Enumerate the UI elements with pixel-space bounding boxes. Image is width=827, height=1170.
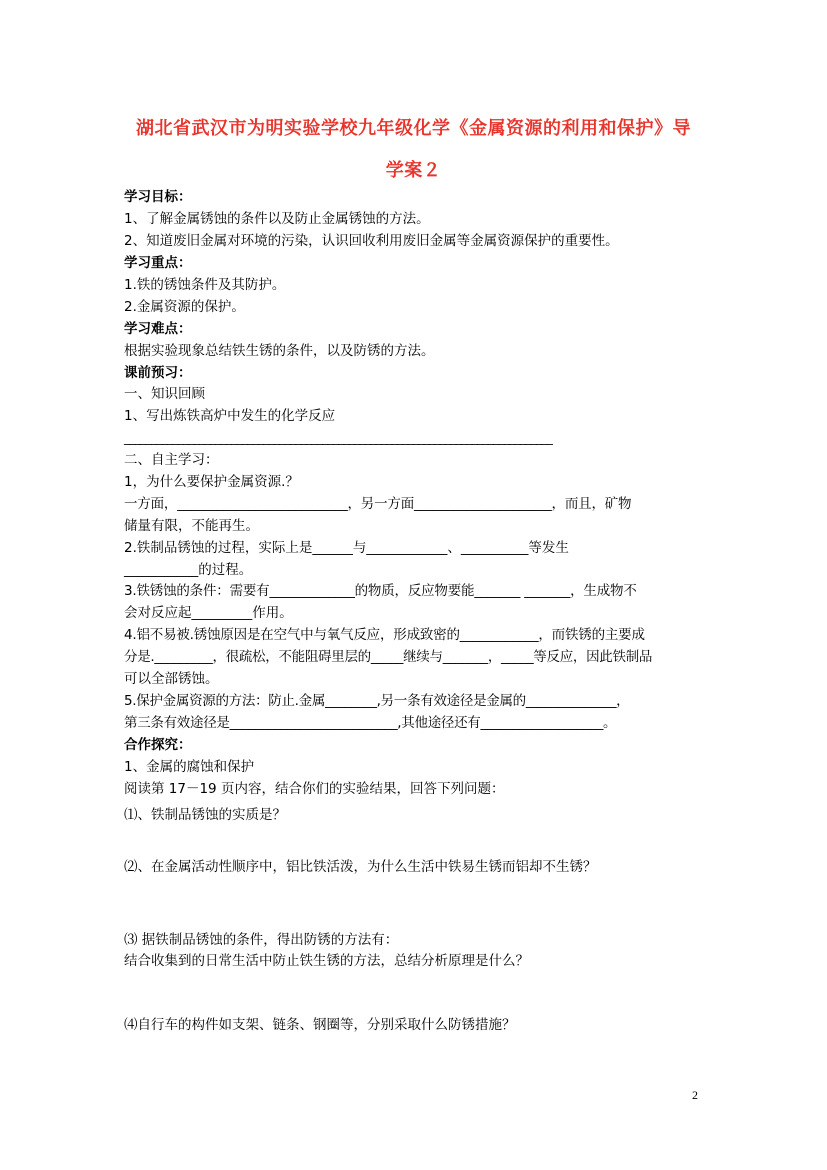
- inquiry-question-4: ⑷自行车的构件如支架、链条、钢圈等，分别采取什么防锈措施？: [124, 1017, 516, 1033]
- heading-key-points: 学习重点：: [124, 255, 192, 271]
- fill-blank-5a: 5.保护金属资源的方法：防止.金属________,另一条有效途径是金属的______________，: [124, 693, 630, 709]
- heading-difficulties: 学习难点：: [124, 321, 192, 337]
- section-knowledge-review: 一、知识回顾: [124, 386, 205, 402]
- heading-learning-objectives: 学习目标：: [124, 189, 192, 205]
- heading-cooperative-inquiry: 合作探究：: [124, 737, 192, 753]
- fill-blank-1a: 一方面，__________________________，另一方面_____________________，而且，矿物: [124, 496, 632, 512]
- review-question-1: 1、写出炼铁高炉中发生的化学反应: [124, 408, 336, 424]
- inquiry-topic-1: 1、金属的腐蚀和保护: [124, 759, 255, 775]
- document-title-line-2: 学案２: [385, 160, 442, 181]
- fill-blank-4b: 分是._________，很疏松，不能阻碍里层的_____继续与_______，_____等反应，因此铁制品: [124, 649, 653, 665]
- objective-1: 1、了解金属锈蚀的条件以及防止金属锈蚀的方法。: [124, 211, 430, 227]
- fill-blank-2b: ___________的过程。: [124, 562, 253, 578]
- document-title-line-1: 湖北省武汉市为明实验学校九年级化学《金属资源的利用和保护》导: [136, 118, 691, 139]
- key-point-1: 1.铁的锈蚀条件及其防护。: [124, 277, 286, 293]
- heading-preview: 课前预习：: [124, 365, 192, 381]
- inquiry-question-3: ⑶ 据铁制品锈蚀的条件，得出防锈的方法有：: [124, 932, 399, 948]
- page-number: 2: [692, 1088, 698, 1102]
- reading-instruction: 阅读第 17－19 页内容，结合你们的实验结果，回答下列问题：: [124, 781, 505, 797]
- fill-blank-1b: 储量有限，不能再生。: [124, 518, 259, 534]
- fill-blank-3a: 3.铁锈蚀的条件：需要有_____________的物质，反应物要能_______ _______，生成物不: [124, 583, 637, 599]
- fill-blank-3b: 会对反应起_________作用。: [124, 605, 293, 621]
- self-study-question-1: 1，为什么要保护金属资源.？: [124, 474, 299, 490]
- fill-blank-4c: 可以全部锈蚀。: [124, 671, 219, 687]
- fill-blank-2a: 2.铁制品锈蚀的过程，实际上是______与____________、__________等发生: [124, 540, 569, 556]
- key-point-2: 2.金属资源的保护。: [124, 299, 245, 315]
- fill-blank-5b: 第三条有效途径是__________________________,其他途径还有___________________。: [124, 715, 617, 731]
- inquiry-question-2: ⑵、在金属活动性顺序中，铝比铁活泼，为什么生活中铁易生锈而铝却不生锈？: [124, 859, 597, 875]
- inquiry-question-1: ⑴、铁制品锈蚀的实质是？: [124, 807, 286, 823]
- difficulty-text: 根据实验现象总结铁生锈的条件，以及防锈的方法。: [124, 343, 435, 359]
- section-self-study: 二、自主学习：: [124, 452, 219, 468]
- inquiry-question-3-follow-up: 结合收集到的日常生活中防止铁生锈的方法，总结分析原理是什么？: [124, 953, 529, 969]
- answer-line-blank: ________________________________________________________________________________: [124, 430, 553, 445]
- fill-blank-4a: 4.铝不易被.锈蚀原因是在空气中与氧气反应，形成致密的____________，而铁锈的主要成: [124, 627, 645, 643]
- objective-2: 2、知道废旧金属对环境的污染，认识回收利用废旧金属等金属资源保护的重要性。: [124, 233, 619, 249]
